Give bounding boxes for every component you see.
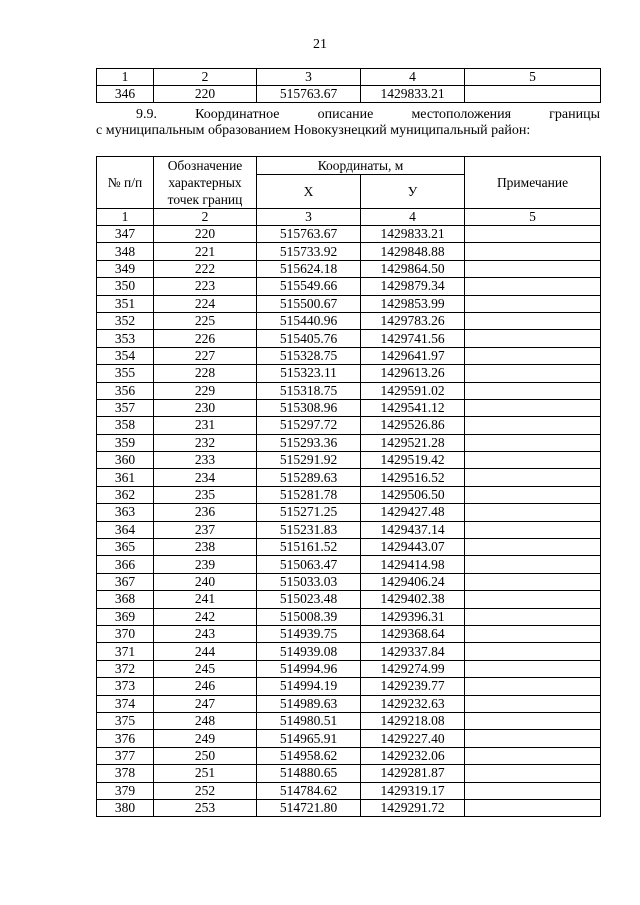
cell-point: 250 [154,747,257,764]
cell-point: 235 [154,486,257,503]
cell-y: 1429437.14 [361,521,465,538]
cell-number: 373 [97,678,154,695]
cell-number: 376 [97,730,154,747]
cell-y: 1429516.52 [361,469,465,486]
cell-y: 1429864.50 [361,260,465,277]
cell-x: 515549.66 [257,278,361,295]
cell-point: 226 [154,330,257,347]
column-numbers-row [97,209,601,226]
cell-x: 515271.25 [257,504,361,521]
cell-number: 371 [97,643,154,660]
cell-number: 355 [97,365,154,382]
header-x: X [257,175,361,209]
table-row [97,591,601,608]
cell-x: 515161.52 [257,539,361,556]
cell-note [465,799,601,816]
cell-note [465,678,601,695]
cell-x: 515405.76 [257,330,361,347]
cell-note [465,469,601,486]
cell-y: 1429848.88 [361,243,465,260]
coordinates-table [96,156,601,817]
section-word: 9.9. [136,107,157,122]
cell-number: 375 [97,712,154,729]
cell-x: 515291.92 [257,452,361,469]
cell-point: 222 [154,260,257,277]
table-row [97,347,601,364]
cell-number: 366 [97,556,154,573]
cell-note [465,504,601,521]
cell-x: 514939.08 [257,643,361,660]
page-number: 21 [313,37,327,52]
table-row [97,469,601,486]
cell-point: 247 [154,695,257,712]
cell-y: 1429519.42 [361,452,465,469]
cell-note [465,312,601,329]
cell-y: 1429402.38 [361,591,465,608]
cell-number: 348 [97,243,154,260]
cell-x: 514958.62 [257,747,361,764]
cell-note [465,243,601,260]
cell-point: 241 [154,591,257,608]
cell-x: 515318.75 [257,382,361,399]
continued-table-header-row [97,69,601,86]
header-number: № п/п [97,157,154,209]
cell-number: 362 [97,486,154,503]
cell-note [465,695,601,712]
cell-number: 358 [97,417,154,434]
cell-number: 347 [97,226,154,243]
cell-note [465,399,601,416]
cell-y: 1429591.02 [361,382,465,399]
cell-x: 515008.39 [257,608,361,625]
cell-note [465,730,601,747]
cell-point: 221 [154,243,257,260]
cell-y: 1429406.24 [361,573,465,590]
cell-x: 515624.18 [257,260,361,277]
cell-note [465,347,601,364]
cell-y: 1429368.64 [361,625,465,642]
cell-y: 1429521.28 [361,434,465,451]
cell-y: 1429232.06 [361,747,465,764]
cell-number: 378 [97,765,154,782]
cell-y: 1429427.48 [361,504,465,521]
cell-number: 346 [97,86,154,103]
cell-y: 1429783.26 [361,312,465,329]
cell-y: 1429443.07 [361,539,465,556]
table-row [97,226,601,243]
cell-point: 246 [154,678,257,695]
cell-number: 364 [97,521,154,538]
cell-x: 515500.67 [257,295,361,312]
cell-point: 227 [154,347,257,364]
cell-number: 369 [97,608,154,625]
cell-y: 1429239.77 [361,678,465,695]
cell-x: 514965.91 [257,730,361,747]
cell-y: 1429526.86 [361,417,465,434]
table-row [97,765,601,782]
table-row [97,365,601,382]
cell-point: 239 [154,556,257,573]
cell-point: 244 [154,643,257,660]
cell-y: 1429281.87 [361,765,465,782]
cell-note [465,573,601,590]
table-row [97,486,601,503]
header-cell: 3 [257,69,361,86]
table-row [97,556,601,573]
cell-number: 374 [97,695,154,712]
cell-number: 367 [97,573,154,590]
cell-point: 245 [154,660,257,677]
cell-point: 233 [154,452,257,469]
cell-point: 238 [154,539,257,556]
header-point-designation: Обозначение характерных точек границ [154,157,257,209]
table-row [97,608,601,625]
column-number: 2 [154,209,257,226]
cell-point: 224 [154,295,257,312]
cell-x: 515293.36 [257,434,361,451]
cell-x: 515231.83 [257,521,361,538]
cell-number: 365 [97,539,154,556]
cell-point: 252 [154,782,257,799]
section-word: Координатное [195,107,280,122]
cell-number: 363 [97,504,154,521]
cell-point: 253 [154,799,257,816]
cell-note [465,765,601,782]
cell-point: 229 [154,382,257,399]
section-word: описание [317,107,374,122]
table-row [97,260,601,277]
cell-x: 514880.65 [257,765,361,782]
cell-x: 515308.96 [257,399,361,416]
cell-note [465,434,601,451]
table-row [97,452,601,469]
table-row [97,625,601,642]
table-row [97,382,601,399]
table-row [97,573,601,590]
cell-number: 359 [97,434,154,451]
cell-number: 351 [97,295,154,312]
cell-x: 515763.67 [257,86,361,103]
table-row [97,747,601,764]
cell-point: 237 [154,521,257,538]
section-heading-line1 [96,107,600,123]
header-note: Примечание [465,157,601,209]
cell-x: 515763.67 [257,226,361,243]
cell-y: 1429396.31 [361,608,465,625]
cell-point: 236 [154,504,257,521]
cell-y: 1429506.50 [361,486,465,503]
cell-y: 1429319.17 [361,782,465,799]
cell-x: 514721.80 [257,799,361,816]
cell-point: 225 [154,312,257,329]
cell-number: 377 [97,747,154,764]
cell-number: 353 [97,330,154,347]
cell-point: 234 [154,469,257,486]
column-number: 4 [361,209,465,226]
cell-y: 1429291.72 [361,799,465,816]
cell-note [465,452,601,469]
cell-y: 1429879.34 [361,278,465,295]
cell-y: 1429741.56 [361,330,465,347]
table-row [97,243,601,260]
cell-note [465,330,601,347]
cell-note [465,643,601,660]
header-cell: 1 [97,69,154,86]
header-coordinates: Координаты, м [257,157,465,175]
cell-number: 360 [97,452,154,469]
table-row [97,521,601,538]
cell-note [465,625,601,642]
table-row [97,730,601,747]
cell-note [465,591,601,608]
table-row [97,434,601,451]
cell-note [465,382,601,399]
table-row [97,660,601,677]
cell-number: 379 [97,782,154,799]
cell-number: 356 [97,382,154,399]
cell-x: 514939.75 [257,625,361,642]
cell-number: 354 [97,347,154,364]
cell-y: 1429337.84 [361,643,465,660]
cell-y: 1429274.99 [361,660,465,677]
cell-note [465,417,601,434]
table-row [97,712,601,729]
cell-number: 372 [97,660,154,677]
table-row [97,782,601,799]
cell-number: 368 [97,591,154,608]
cell-y: 1429613.26 [361,365,465,382]
table-row [97,278,601,295]
cell-x: 515440.96 [257,312,361,329]
cell-number: 361 [97,469,154,486]
cell-number: 370 [97,625,154,642]
continued-table [96,68,601,103]
cell-point: 248 [154,712,257,729]
cell-number: 350 [97,278,154,295]
cell-note [465,782,601,799]
cell-y: 1429541.12 [361,399,465,416]
header-y: У [361,175,465,209]
cell-x: 515033.03 [257,573,361,590]
cell-y: 1429833.21 [361,226,465,243]
cell-x: 515328.75 [257,347,361,364]
table-row [97,399,601,416]
cell-note [465,712,601,729]
header-cell: 4 [361,69,465,86]
cell-number: 352 [97,312,154,329]
table-row [97,504,601,521]
cell-y: 1429414.98 [361,556,465,573]
cell-note [465,365,601,382]
cell-x: 515063.47 [257,556,361,573]
cell-note [465,521,601,538]
cell-x: 514784.62 [257,782,361,799]
cell-note [465,660,601,677]
header-cell: 5 [465,69,601,86]
table-row [97,417,601,434]
cell-point: 251 [154,765,257,782]
cell-point: 249 [154,730,257,747]
cell-y: 1429227.40 [361,730,465,747]
table-row [97,312,601,329]
cell-point: 232 [154,434,257,451]
table-row [97,695,601,712]
cell-note [465,539,601,556]
table-row [97,539,601,556]
cell-x: 514980.51 [257,712,361,729]
cell-point: 220 [154,86,257,103]
table-row [97,295,601,312]
cell-note [465,608,601,625]
cell-number: 349 [97,260,154,277]
table-row [97,330,601,347]
column-number: 5 [465,209,601,226]
table-row [97,799,601,816]
cell-point: 220 [154,226,257,243]
cell-y: 1429232.63 [361,695,465,712]
cell-point: 230 [154,399,257,416]
section-word: границы [549,107,600,122]
cell-x: 514994.96 [257,660,361,677]
section-word: местоположения [411,107,512,122]
cell-point: 223 [154,278,257,295]
header-row [97,157,601,175]
column-number: 3 [257,209,361,226]
cell-x: 515297.72 [257,417,361,434]
cell-point: 243 [154,625,257,642]
cell-x: 515733.92 [257,243,361,260]
table-row [97,643,601,660]
cell-x: 514989.63 [257,695,361,712]
header-cell: 2 [154,69,257,86]
cell-note [465,747,601,764]
cell-x: 515281.78 [257,486,361,503]
cell-number: 357 [97,399,154,416]
section-heading [96,107,600,139]
cell-note [465,556,601,573]
table-row [97,678,601,695]
cell-note [465,295,601,312]
cell-point: 228 [154,365,257,382]
column-number: 1 [97,209,154,226]
section-heading-line2: с муниципальным образованием Новокузнецкий муниципальный район: [96,123,531,138]
cell-point: 240 [154,573,257,590]
cell-point: 231 [154,417,257,434]
cell-note [465,86,601,103]
cell-note [465,260,601,277]
cell-y: 1429641.97 [361,347,465,364]
cell-x: 515323.11 [257,365,361,382]
cell-x: 515289.63 [257,469,361,486]
cell-note [465,226,601,243]
cell-y: 1429218.08 [361,712,465,729]
cell-y: 1429853.99 [361,295,465,312]
cell-x: 514994.19 [257,678,361,695]
cell-x: 515023.48 [257,591,361,608]
cell-point: 242 [154,608,257,625]
table-row [97,86,601,103]
cell-note [465,278,601,295]
cell-y: 1429833.21 [361,86,465,103]
cell-number: 380 [97,799,154,816]
cell-note [465,486,601,503]
